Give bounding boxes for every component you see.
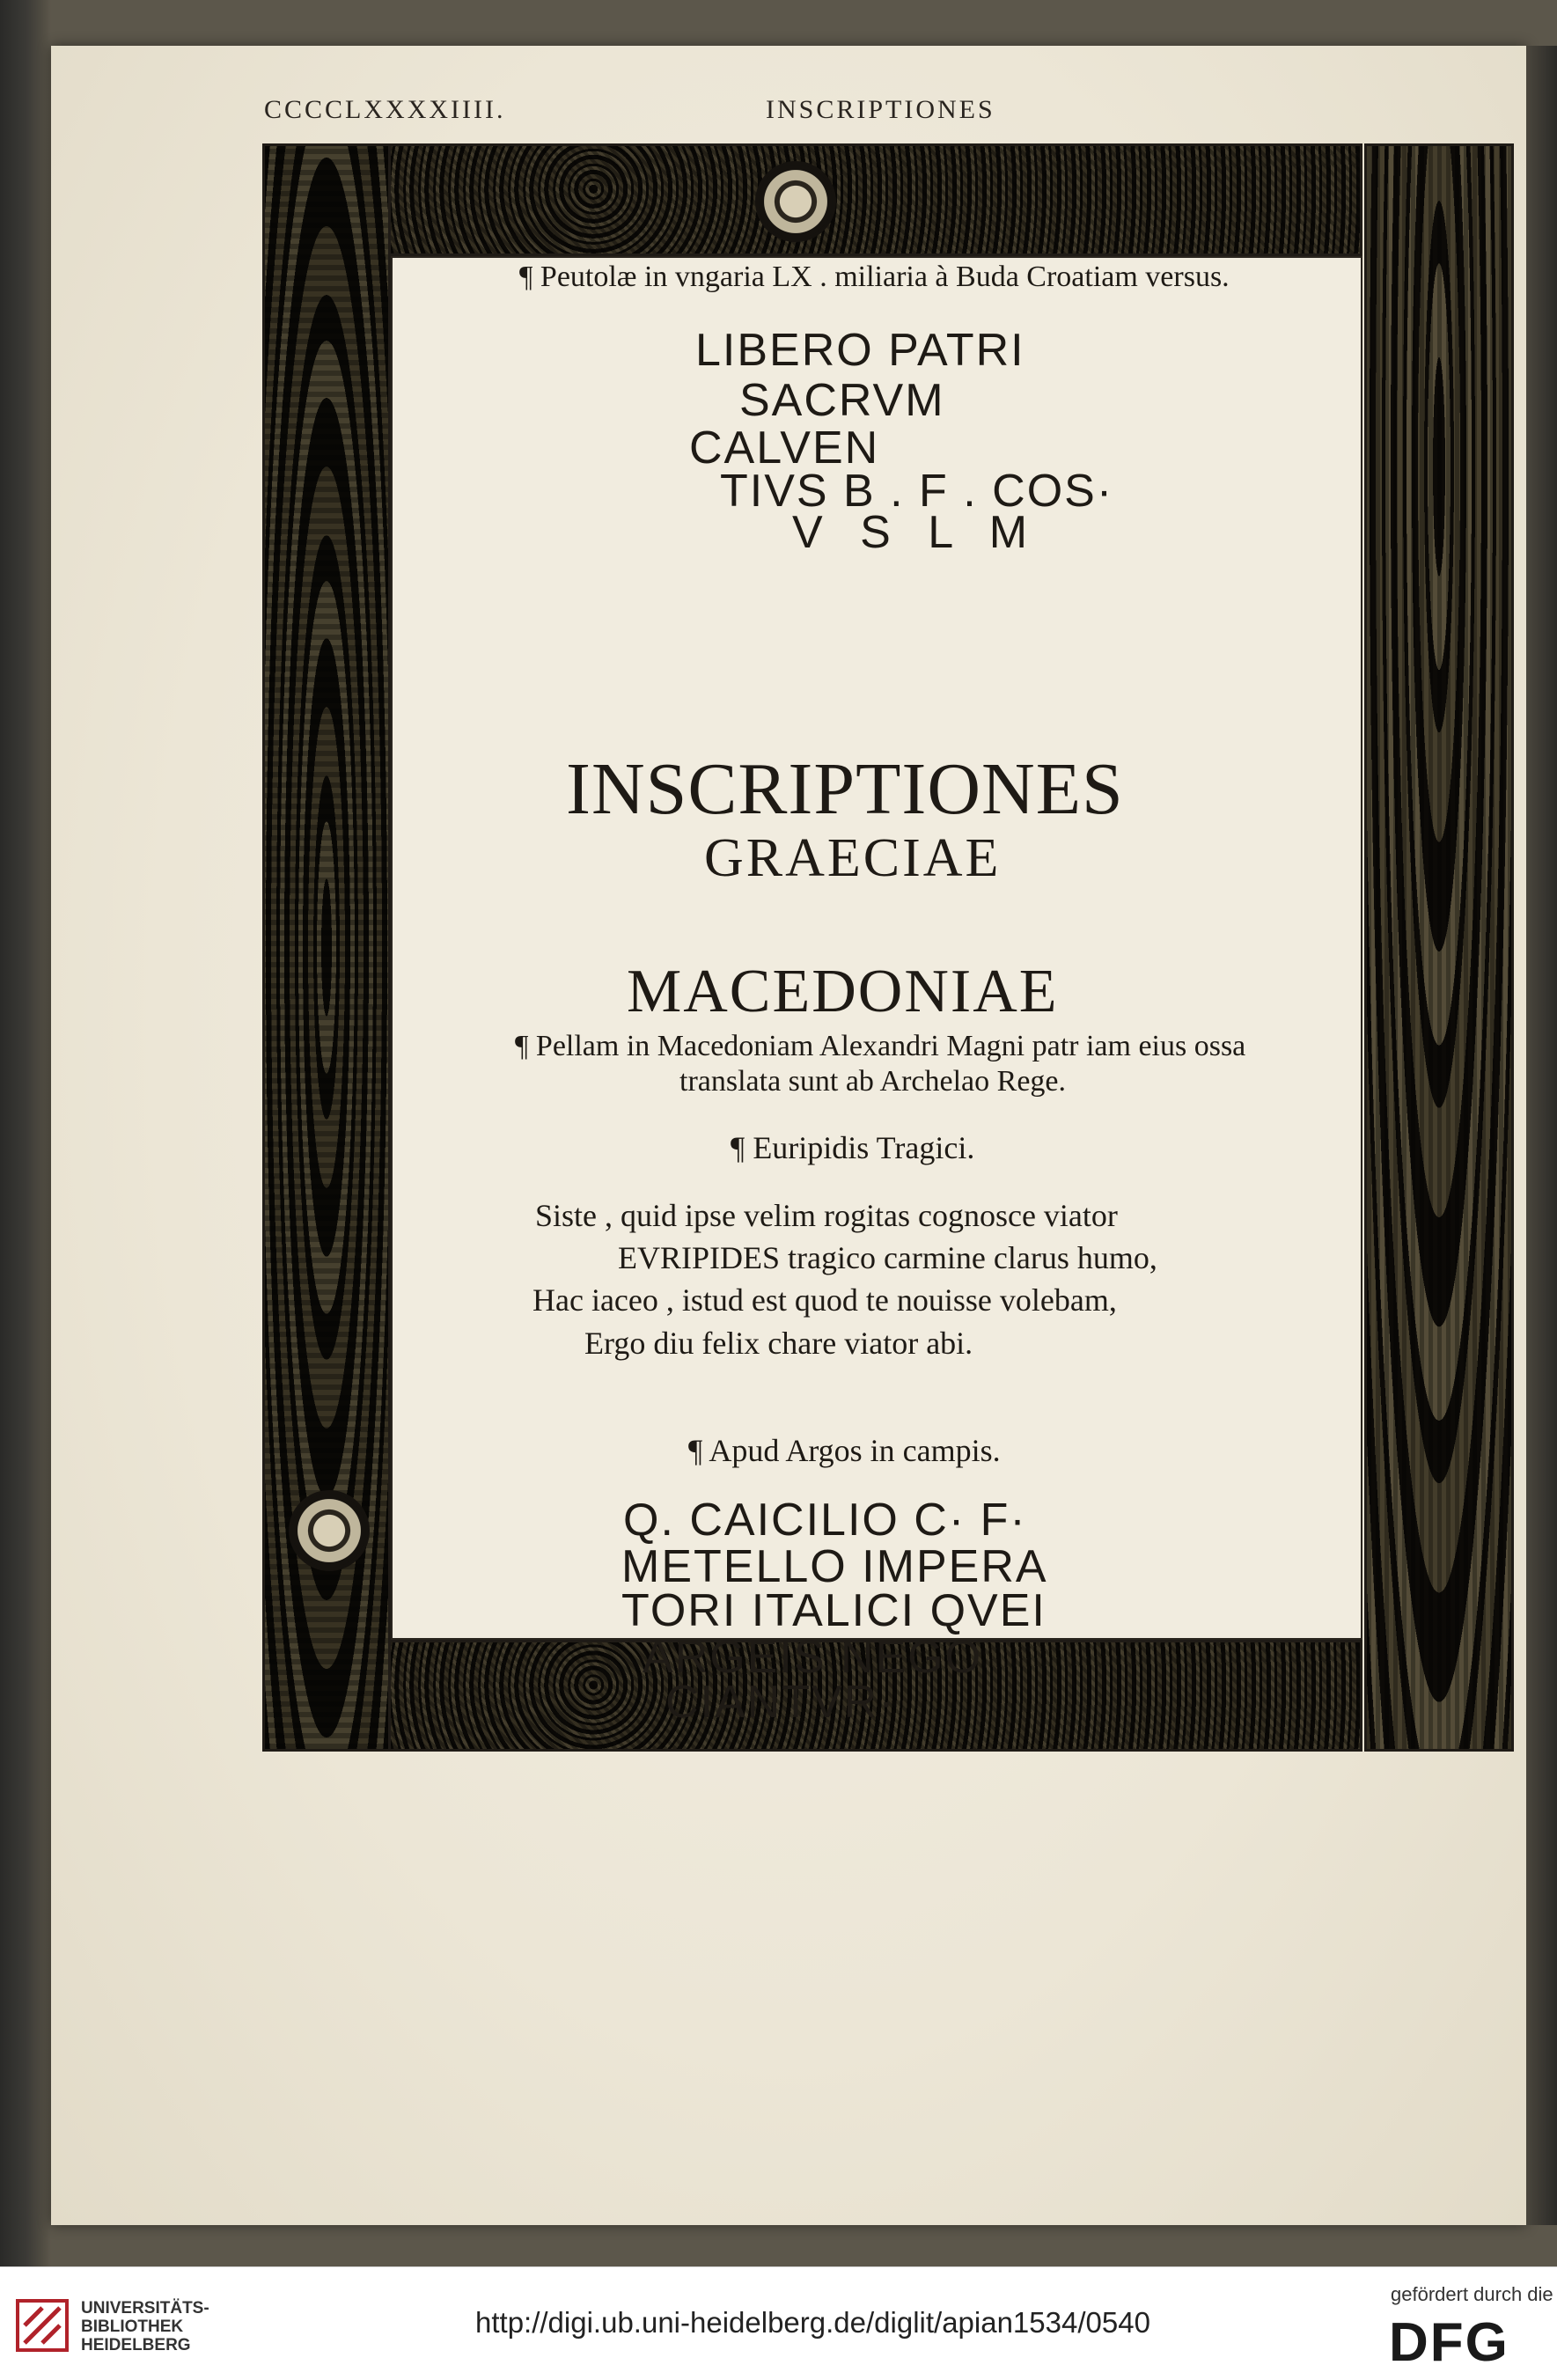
argos-heading: ¶ Apud Argos in campis. bbox=[688, 1433, 1001, 1468]
library-name bbox=[81, 2299, 209, 2354]
inscription-line: SACRVM bbox=[739, 375, 945, 426]
inscription-line: Q. CAICILIO C· F· bbox=[623, 1495, 1027, 1546]
page-url-link[interactable]: http://digi.ub.uni-heidelberg.de/diglit/apian1534/0540 bbox=[475, 2306, 1150, 2339]
euripides-heading: ¶ Euripidis Tragici. bbox=[731, 1130, 975, 1165]
verse-line: EVRIPIDES tragico carmine clarus humo, bbox=[618, 1240, 1157, 1275]
verse-line: Siste , quid ipse velim rogitas cognosce viator bbox=[535, 1198, 1118, 1233]
inscription-line: TIVS B . F . COS· bbox=[720, 466, 1114, 517]
frame-right-border bbox=[1364, 143, 1514, 1752]
inscription-line: V S L M bbox=[792, 507, 1040, 558]
funding-label: gefördert durch die bbox=[1391, 2283, 1553, 2305]
inscription-line: METELLO IMPERA bbox=[621, 1541, 1048, 1592]
folio-number: CCCCLXXXXIIII. bbox=[264, 95, 506, 124]
inscription-line: CALVEN bbox=[689, 422, 880, 474]
top-mask-ornament bbox=[755, 161, 836, 242]
left-column-ornament bbox=[289, 1490, 370, 1571]
inscription-line: TORI ITALICI QVEI bbox=[621, 1585, 1047, 1636]
peutolae-heading: ¶ Peutolæ in vngaria LX . miliaria à Buda Croatiam versus. bbox=[519, 261, 1230, 293]
library-line: UNIVERSITÄTS- bbox=[81, 2299, 209, 2318]
dfg-logo: DFG bbox=[1389, 2312, 1509, 2373]
pella-note-line2: translata sunt ab Archelao Rege. bbox=[679, 1065, 1067, 1098]
section-subtitle: GRAECIAE bbox=[704, 828, 1002, 888]
verse-line: Hac iaceo , istud est quod te nouisse volebam, bbox=[532, 1282, 1117, 1318]
inscription-line: CIANTVR· bbox=[665, 1677, 896, 1728]
region-title: MACEDONIAE bbox=[627, 958, 1059, 1025]
inscription-line: LIBERO PATRI bbox=[695, 325, 1025, 376]
inscription-line: ARGEIS NEGO bbox=[643, 1632, 983, 1683]
section-title: INSCRIPTIONES bbox=[566, 748, 1124, 830]
library-line: BIBLIOTHEK bbox=[81, 2318, 184, 2336]
library-line: HEIDELBERG bbox=[81, 2336, 191, 2354]
running-head-title: INSCRIPTIONES bbox=[766, 95, 995, 124]
pella-note-line1: ¶ Pellam in Macedoniam Alexandri Magni patr iam eius ossa bbox=[515, 1030, 1246, 1062]
library-logo-icon bbox=[16, 2299, 69, 2352]
verse-line: Ergo diu felix chare viator abi. bbox=[584, 1326, 973, 1361]
page-edge bbox=[1526, 46, 1557, 2225]
viewer-footer bbox=[0, 2266, 1557, 2380]
